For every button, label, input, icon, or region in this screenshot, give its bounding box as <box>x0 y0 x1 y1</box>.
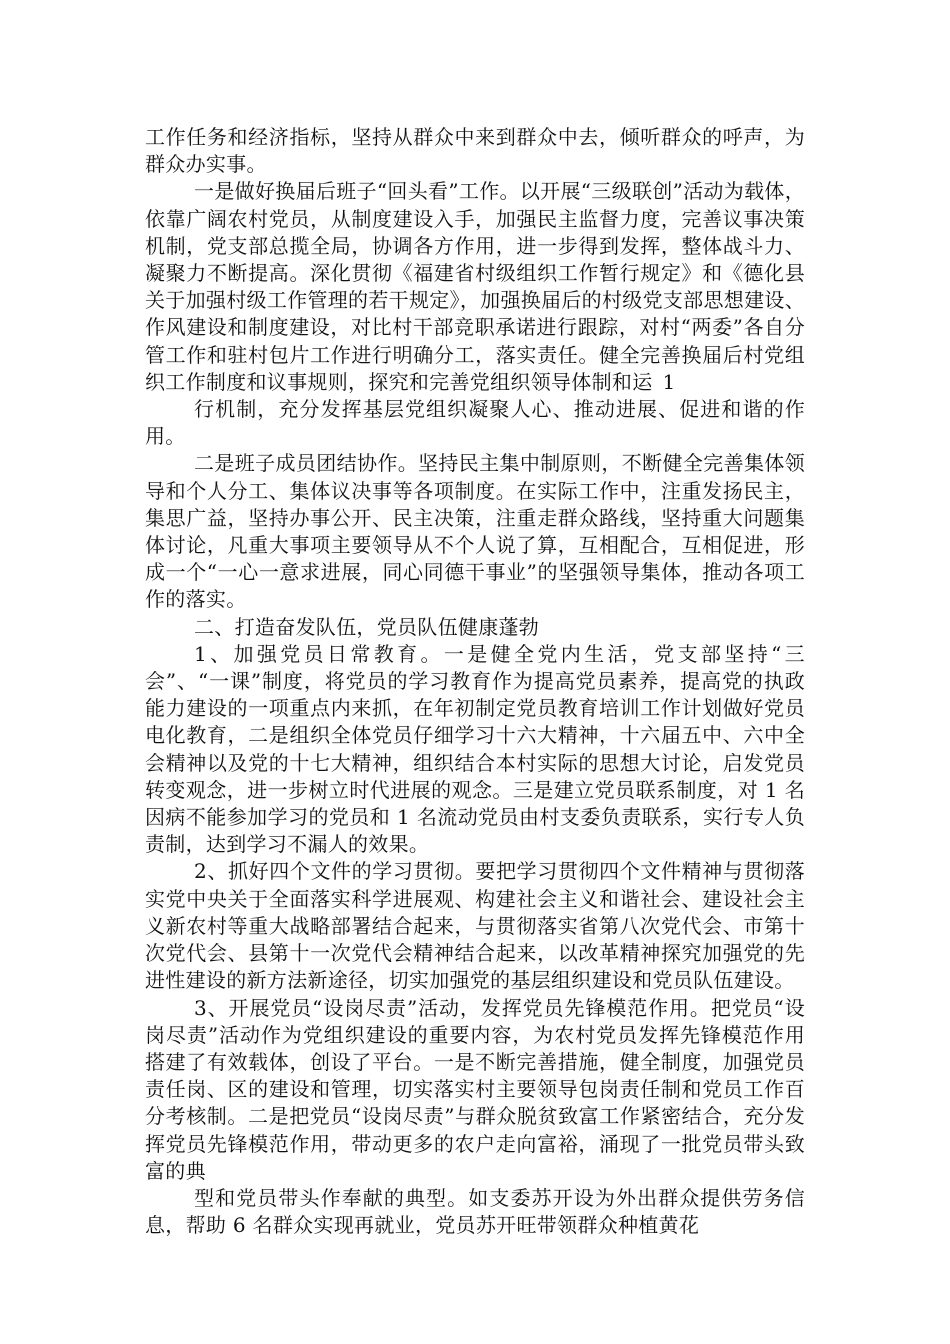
page-number: 1 <box>662 369 676 394</box>
section-heading: 二、打造奋发队伍，党员队伍健康蓬勃 <box>194 614 540 639</box>
paragraph-9: 型和党员带头作奉献的典型。如支委苏开设为外出群众提供劳务信息，帮助 6 名群众实现再就业，党员苏开旺带领群众种植黄花 <box>145 1185 805 1238</box>
document-page <box>145 124 805 1239</box>
paragraph-4: 二是班子成员团结协作。坚持民主集中制原则，不断健全完善集体领导和个人分工、集体议决事等各项制度。在实际工作中，注重发扬民主，集思广益，坚持办事公开、民主决策，注重走群众路线，坚持重大问题集体讨论，凡重大事项主要领导从不个人说了算，互相配合，互相促进，形成一个“一心一意求进展，同心同德干事业”的坚强领导集体，推动各项工作的落实。 <box>145 451 805 612</box>
paragraph-6: 1、加强党员日常教育。一是健全党内生活，党支部坚持“三会”、“一课”制度，将党员的学习教育作为提高党员素养，提高党的执政能力建设的一项重点内来抓，在年初制定党员教育培训工作计划做好党员电化教育，二是组织全体党员仔细学习十六大精神，十六届五中、六中全会精神以及党的十七大精神，组织结合本村实际的思想大讨论，启发党员转变观念，进一步树立时代进展的观念。三是建立党员联系制度，对 1 名因病不能参加学习的党员和 1 名流动党员由村支委负责联系，实行专人负责制，达到学习不漏人的效果。 <box>145 641 805 857</box>
paragraph-2-text: 一是做好换届后班子“回头看”工作。以开展“三级联创”活动为载体，依靠广阔农村党员，从制度建设入手，加强民主监督力度，完善议事决策机制，党支部总揽全局，协调各方作用，进一步得到发挥，整体战斗力、凝聚力不断提高。深化贯彻《福建省村级组织工作暂行规定》和《德化县关于加强村级工作管理的若干规定》，加强换届后的村级党支部思想建设、作风建设和制度建设，对比村干部竞职承诺进行跟踪，对村“两委”各自分管工作和驻村包片工作进行明确分工，落实责任。健全完善换届后村党组织工作制度和议事规则，探究和完善党组织领导体制和运 <box>145 179 805 394</box>
paragraph-7: 2、抓好四个文件的学习贯彻。要把学习贯彻四个文件精神与贯彻落实党中央关于全面落实科学进展观、构建社会主义和谐社会、建设社会主义新农村等重大战略部署结合起来，与贯彻落实省第八次党代会、市第十次党代会、县第十一次党代会精神结合起来，以改革精神探究加强党的先进性建设的新方法新途径，切实加强党的基层组织建设和党员队伍建设。 <box>145 859 805 993</box>
paragraph-2 <box>145 178 805 396</box>
paragraph-3: 行机制，充分发挥基层党组织凝聚人心、推动进展、促进和谐的作用。 <box>145 397 805 449</box>
paragraph-1: 工作任务和经济指标，坚持从群众中来到群众中去，倾听群众的呼声，为群众办实事。 <box>145 125 805 177</box>
paragraph-8: 3、开展党员“设岗尽责”活动，发挥党员先锋模范作用。把党员“设岗尽责”活动作为党组织建设的重要内容，为农村党员发挥先锋模范作用搭建了有效载体，创设了平台。一是不断完善措施，健全制度，加强党员责任岗、区的建设和管理，切实落实村主要领导包岗责任制和党员工作百分考核制。二是把党员“设岗尽责”与群众脱贫致富工作紧密结合，充分发挥党员先锋模范作用，带动更多的农户走向富裕，涌现了一批党员带头致富的典 <box>145 995 805 1183</box>
